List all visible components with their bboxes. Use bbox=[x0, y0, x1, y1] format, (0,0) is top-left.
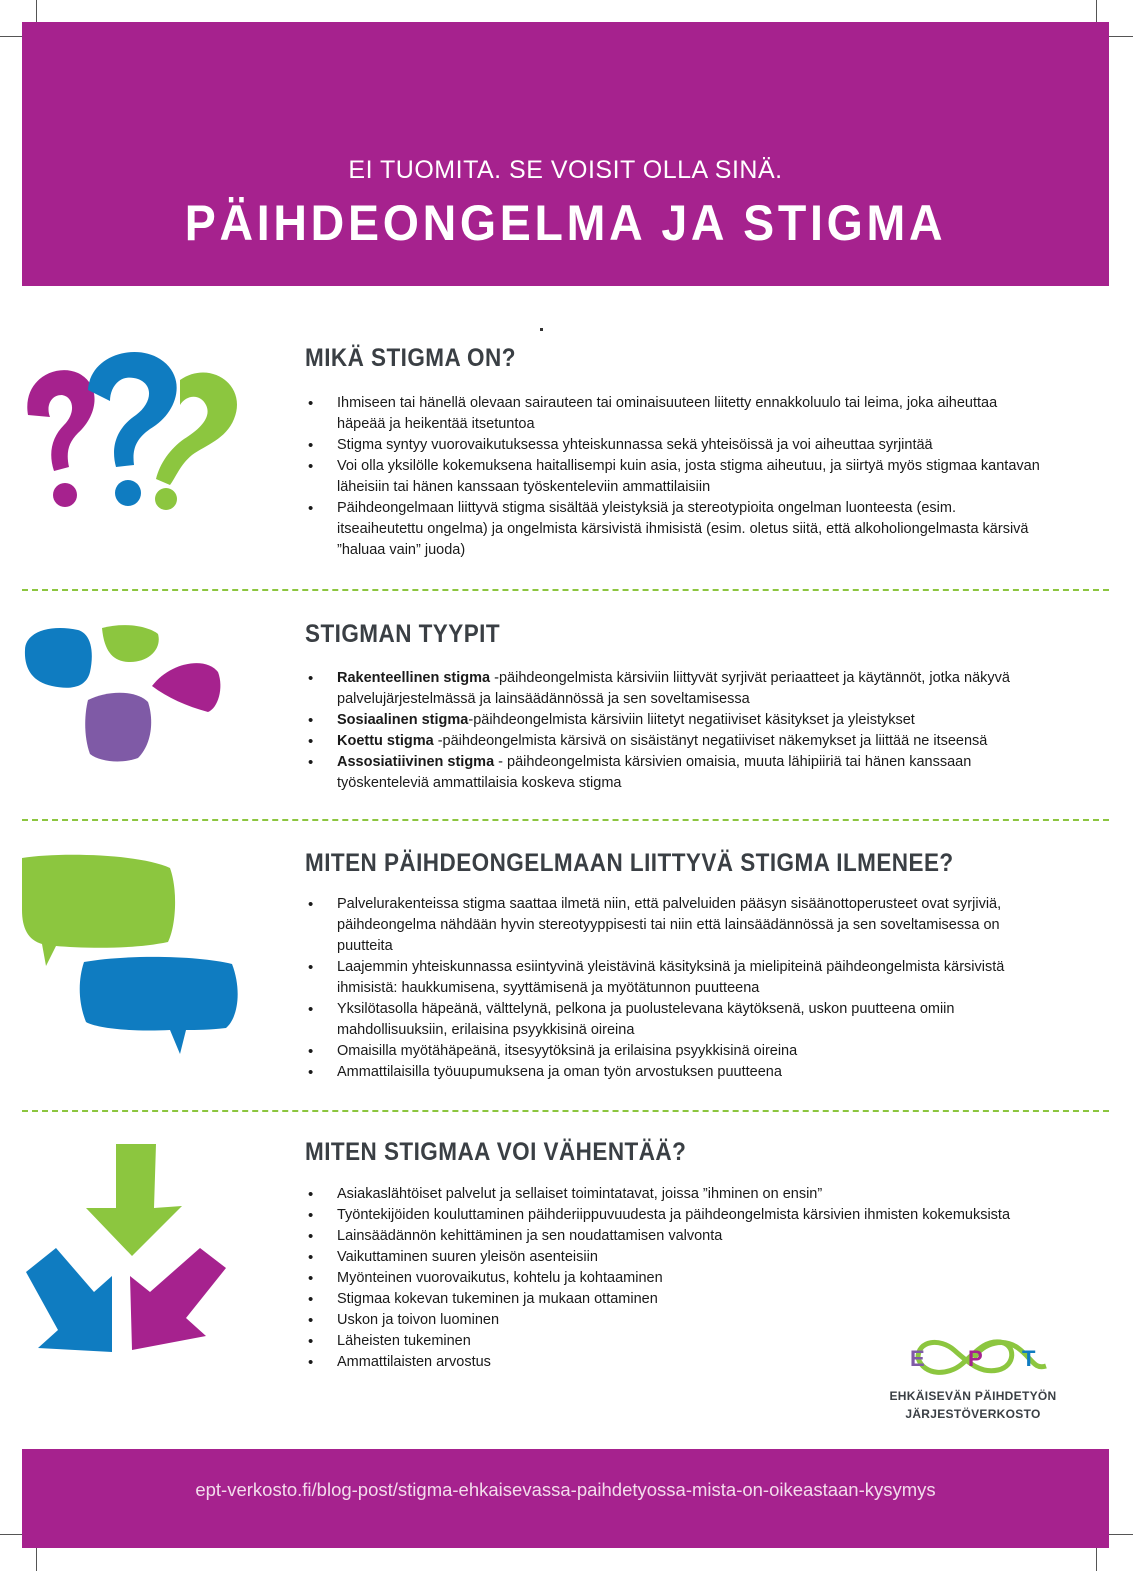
crop-mark bbox=[0, 1534, 24, 1535]
list-item: • Palvelurakenteissa stigma saattaa ilmetä niin, että palveluiden pääsyn sisäänottoperusteet ovat syrjiviä, päihdeongelma nähdään hyvin stereotyyppisesti tai niin että lainsäädännössä ja sen soveltamisessa on puutteita bbox=[305, 894, 1045, 957]
arrows-icon bbox=[20, 1140, 235, 1365]
list-item: • Lainsäädännön kehittäminen ja sen noudattamisen valvonta bbox=[305, 1226, 1045, 1247]
crop-mark bbox=[0, 36, 24, 37]
crop-mark bbox=[1109, 36, 1133, 37]
header-subtitle: EI TUOMITA. SE VOISIT OLLA SINÄ. bbox=[348, 156, 783, 184]
list-item: • Myönteinen vuorovaikutus, kohtelu ja kohtaaminen bbox=[305, 1268, 1045, 1289]
section-title-stigma-types: STIGMAN TYYPIT bbox=[305, 620, 501, 648]
section-divider bbox=[22, 589, 1109, 591]
list-item: • Rakenteellinen stigma -päihdeongelmista kärsiviin liittyvät syrjivät periaatteet ja käytännöt, jotka näkyvä palvelujärjestelmässä ja lainsäädännössä ja sen soveltamisessa bbox=[305, 668, 1045, 710]
page-title: PÄIHDEONGELMA JA STIGMA bbox=[184, 195, 947, 251]
logo-letter-t: T bbox=[1022, 1346, 1036, 1371]
list-item: • Vaikuttaminen suuren yleisön asenteisiin bbox=[305, 1247, 1045, 1268]
list-item: • Koettu stigma -päihdeongelmista kärsivä on sisäistänyt negatiiviset näkemykset ja liittää ne itseensä bbox=[305, 731, 1045, 752]
how-stigma-manifests-list bbox=[305, 894, 1045, 1083]
list-item: • Stigma syntyy vuorovaikutuksessa yhteiskunnassa sekä yhteisöissä ja voi aiheuttaa syrjintää bbox=[305, 435, 1045, 456]
crop-mark bbox=[1096, 1547, 1097, 1571]
section-title-how-stigma-manifests: MITEN PÄIHDEONGELMAAN LIITTYVÄ STIGMA ILMENEE? bbox=[305, 849, 954, 877]
list-item: • Stigmaa kokevan tukeminen ja mukaan ottaminen bbox=[305, 1289, 1045, 1310]
list-item: • Omaisilla myötähäpeänä, itsesyytöksinä ja erilaisina psyykkisinä oireina bbox=[305, 1041, 1045, 1062]
stigma-types-list bbox=[305, 668, 1045, 794]
list-item: • Assosiatiivinen stigma - päihdeongelmista kärsivien omaisia, muuta lähipiiriä tai hänen kanssaan työskenteleviä ammattilaisia koskeva stigma bbox=[305, 752, 1045, 794]
logo-text-line2: JÄRJESTÖVERKOSTO bbox=[905, 1407, 1041, 1421]
logo-text-line1: EHKÄISEVÄN PÄIHDETYÖN bbox=[889, 1389, 1057, 1403]
ept-logo bbox=[888, 1330, 1058, 1425]
footer-banner bbox=[22, 1449, 1109, 1548]
list-item: • Sosiaalinen stigma-päihdeongelmista kärsiviin liitetyt negatiiviset käsitykset ja yleistykset bbox=[305, 710, 1045, 731]
speech-bubbles-icon bbox=[20, 850, 245, 1060]
crop-mark bbox=[36, 0, 37, 24]
ept-logo-icon bbox=[888, 1330, 1058, 1386]
stray-dot bbox=[540, 328, 543, 331]
list-item: • Työntekijöiden kouluttaminen päihderiippuvuudesta ja päihdeongelmista kärsivien ihmisten kokemuksista bbox=[305, 1205, 1045, 1226]
shapes-icon bbox=[20, 620, 225, 765]
footer-link[interactable]: ept-verkosto.fi/blog-post/stigma-ehkaisevassa-paihdetyossa-mista-on-oikeastaan-kysymys bbox=[195, 1479, 936, 1500]
header-banner bbox=[22, 22, 1109, 286]
question-marks-icon bbox=[20, 345, 245, 515]
list-item: • Läheisten tukeminen bbox=[305, 1331, 1045, 1352]
list-item: • Voi olla yksilölle kokemuksena haitallisempi kuin asia, josta stigma aiheutuu, ja siirtyä myös stigmaa kantavan läheisiin tai hänen kanssaan työskenteleviin ammattilaisiin bbox=[305, 456, 1045, 498]
section-title-what-is-stigma: MIKÄ STIGMA ON? bbox=[305, 344, 516, 372]
logo-letter-e: E bbox=[910, 1346, 925, 1371]
list-item: • Yksilötasolla häpeänä, välttelynä, pelkona ja puolustelevana käytöksenä, uskon puutteena omiin mahdollisuuksiin, erilaisina psyykkisinä oireina bbox=[305, 999, 1045, 1041]
list-item: • Päihdeongelmaan liittyvä stigma sisältää yleistyksiä ja stereotypioita ongelman luonteesta (esim. itseaiheutettu ongelma) ja ongelmista kärsivistä ihmisistä (esim. oletus siitä, että alkoholiongelmasta kärsivä ”haluaa vain” juoda) bbox=[305, 498, 1045, 561]
logo-letter-p: P bbox=[968, 1346, 983, 1371]
what-is-stigma-list bbox=[305, 393, 1045, 561]
section-divider bbox=[22, 1110, 1109, 1112]
crop-mark bbox=[1109, 1534, 1133, 1535]
list-item: • Ammattilaisilla työuupumuksena ja oman työn arvostuksen puutteena bbox=[305, 1062, 1045, 1083]
crop-mark bbox=[36, 1547, 37, 1571]
crop-mark bbox=[1096, 0, 1097, 24]
section-title-how-to-reduce-stigma: MITEN STIGMAA VOI VÄHENTÄÄ? bbox=[305, 1138, 687, 1166]
list-item: • Ihmiseen tai hänellä olevaan sairauteen tai ominaisuuteen liitetty ennakkoluulo tai leima, joka aiheuttaa häpeää ja heikentää itsetuntoa bbox=[305, 393, 1045, 435]
list-item: • Ammattilaisten arvostus bbox=[305, 1352, 1045, 1373]
section-divider bbox=[22, 819, 1109, 821]
list-item: • Asiakaslähtöiset palvelut ja sellaiset toimintatavat, joissa ”ihminen on ensin” bbox=[305, 1184, 1045, 1205]
list-item: • Laajemmin yhteiskunnassa esiintyvinä yleistävinä käsityksinä ja mielipiteinä päihdeongelmista kärsivistä ihmisistä: haukkumisena, syyttämisenä ja myötätunnon puutteena bbox=[305, 957, 1045, 999]
list-item: • Uskon ja toivon luominen bbox=[305, 1310, 1045, 1331]
